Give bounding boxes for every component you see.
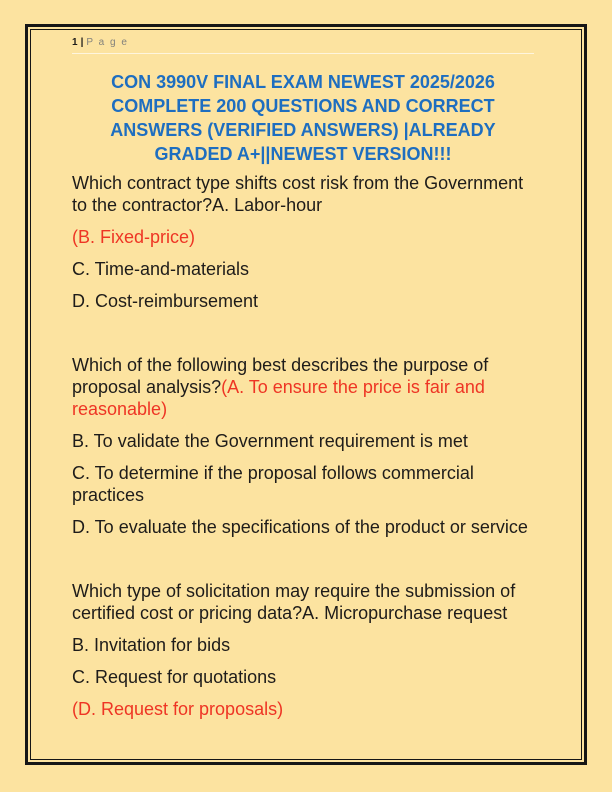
question-3-correct-answer xyxy=(72,698,534,720)
option-text: B. To validate the Government requirement is met xyxy=(72,431,468,451)
question-separator xyxy=(72,322,534,344)
question-3-option-b xyxy=(72,634,534,656)
question-3-option-c xyxy=(72,666,534,688)
question-2-option-c xyxy=(72,462,534,506)
option-text: C. To determine if the proposal follows commercial practices xyxy=(72,463,474,505)
question-1-correct-answer xyxy=(72,226,534,248)
title-line-2: COMPLETE 200 QUESTIONS AND CORRECT xyxy=(111,96,495,116)
question-1-option-c xyxy=(72,258,534,280)
page-border-frame xyxy=(25,24,587,765)
page-header xyxy=(72,36,534,54)
question-2-option-b xyxy=(72,430,534,452)
option-text: D. To evaluate the specifications of the product or service xyxy=(72,517,528,537)
option-text: D. Cost-reimbursement xyxy=(72,291,259,311)
page-border-inner-line xyxy=(30,29,582,760)
title-line-3: ANSWERS (VERIFIED ANSWERS) |ALREADY xyxy=(110,120,496,140)
page-header-separator: | xyxy=(80,37,84,48)
option-text: C. Time-and-materials xyxy=(72,259,250,279)
question-3-prompt: Which type of solicitation may require the submission of certified cost or pricing data?A. Micropurchase request xyxy=(72,581,516,623)
question-1-prompt: Which contract type shifts cost risk from the Government to the contractor?A. Labor-hour xyxy=(72,173,524,215)
question-2-correct-answer-inline: (A. To ensure the price is fair and reasonable) xyxy=(72,377,485,419)
option-text: C. Request for quotations xyxy=(72,667,277,687)
question-2-prompt: Which of the following best describes the purpose of proposal analysis? xyxy=(72,355,489,397)
document-body xyxy=(72,172,534,720)
question-1-text xyxy=(72,172,534,216)
correct-answer-text: (B. Fixed-price) xyxy=(72,227,196,247)
page-number: 1 xyxy=(72,37,78,48)
title-line-4: GRADED A+||NEWEST VERSION!!! xyxy=(154,144,452,164)
question-3-text xyxy=(72,580,534,624)
page-header-label: P a g e xyxy=(86,37,129,48)
document-title xyxy=(72,70,534,166)
option-text: B. Invitation for bids xyxy=(72,635,231,655)
question-2-text xyxy=(72,354,534,420)
question-1-option-d xyxy=(72,290,534,312)
question-2-option-d xyxy=(72,516,534,538)
correct-answer-text: (D. Request for proposals) xyxy=(72,699,284,719)
question-separator xyxy=(72,548,534,570)
title-line-1: CON 3990V FINAL EXAM NEWEST 2025/2026 xyxy=(111,72,495,92)
